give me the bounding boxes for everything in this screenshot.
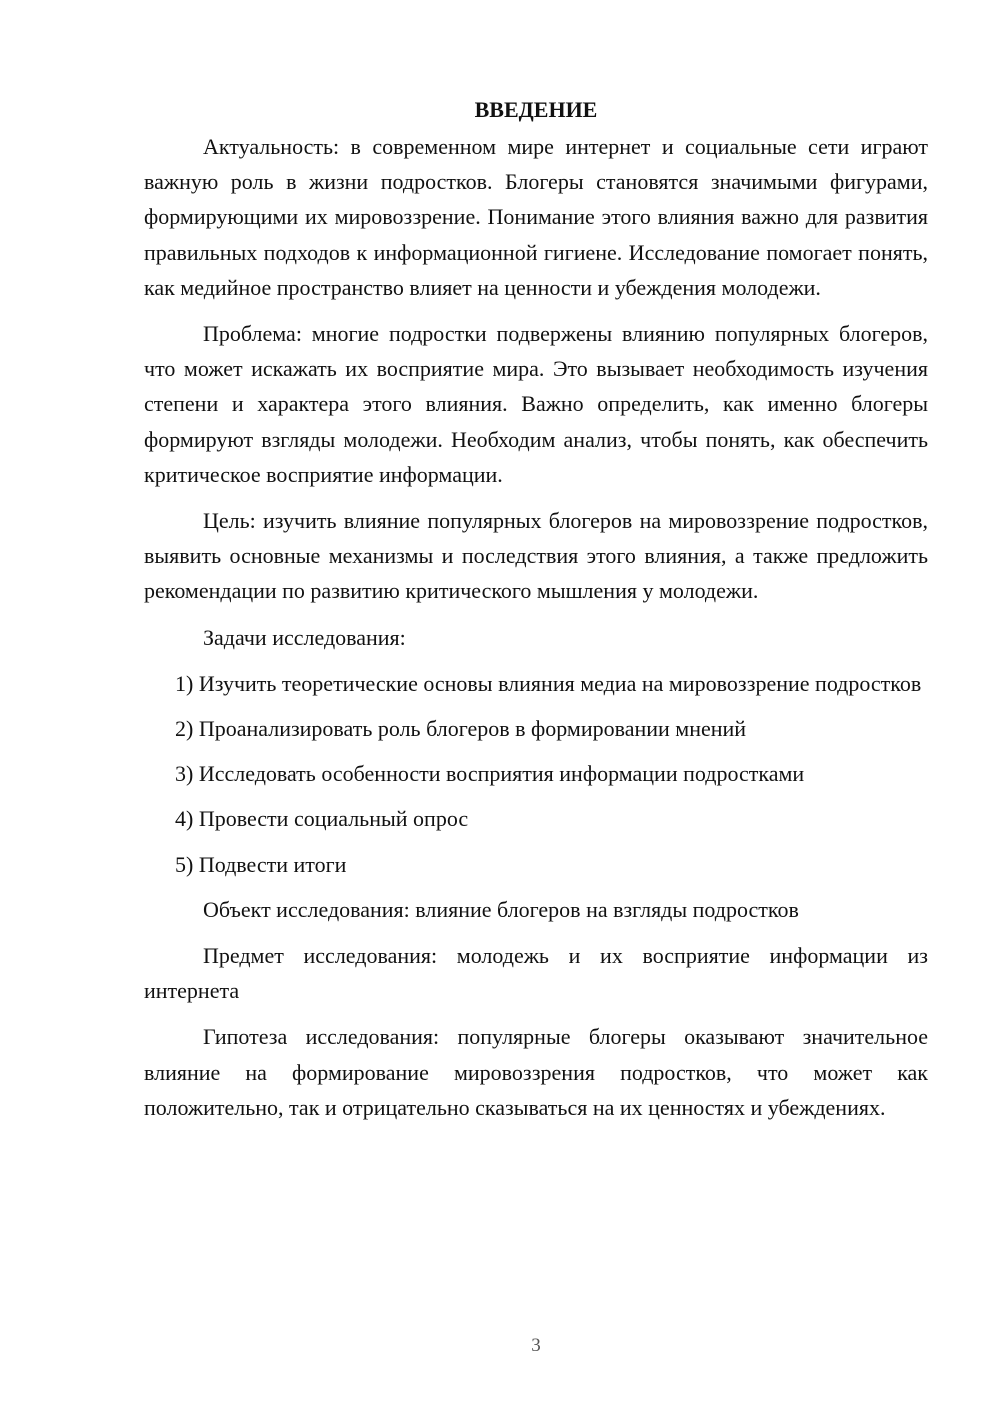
tasks-heading: Задачи исследования: (203, 624, 406, 650)
section-title: ВВЕДЕНИЕ (474, 97, 598, 122)
task-item-3: 3) Исследовать особенности восприятия информации подростками (175, 761, 805, 787)
paragraph-problem: Проблема: многие подростки подвержены влиянию популярных блогеров, что может искажать их восприятие мира. Это вызывает необходимость изучения степени и характера этого влияния. Важно определить, как именно блогеры формируют взгляды молодежи. Необходим анализ, чтобы понять, как обеспечить критическое восприятие информации. (144, 321, 928, 487)
document-page (144, 92, 928, 1136)
paragraph-hypothesis: Гипотеза исследования: популярные блогеры оказывают значительное влияние на формирование мировоззрения подростков, что может как положительно, так и отрицательно сказываться на их ценностях и убеждениях. (144, 1024, 928, 1120)
task-item-5: 5) Подвести итоги (175, 851, 347, 877)
paragraph-goal: Цель: изучить влияние популярных блогеров на мировоззрение подростков, выявить основные механизмы и последствия этого влияния, а также предложить рекомендации по развитию критического мышления у молодежи. (144, 508, 928, 604)
task-item-1: 1) Изучить теоретические основы влияния медиа на мировоззрение подростков (175, 670, 922, 696)
task-item-2: 2) Проанализировать роль блогеров в формировании мнений (175, 716, 747, 742)
paragraph-subject: Предмет исследования: молодежь и их восприятие информации из интернета (144, 943, 928, 1004)
task-item-4: 4) Провести социальный опрос (175, 806, 469, 832)
page-number: 3 (531, 1335, 541, 1356)
paragraph-object: Объект исследования: влияние блогеров на взгляды подростков (203, 896, 799, 922)
paragraph-relevance: Актуальность: в современном мире интернет и социальные сети играют важную роль в жизни подростков. Блогеры становятся значимыми фигурами, формирующими их мировоззрение. Понимание этого влияния важно для развития правильных подходов к информационной гигиене. Исследование помогает понять, как медийное пространство влияет на ценности и убеждения молодежи. (144, 134, 928, 300)
